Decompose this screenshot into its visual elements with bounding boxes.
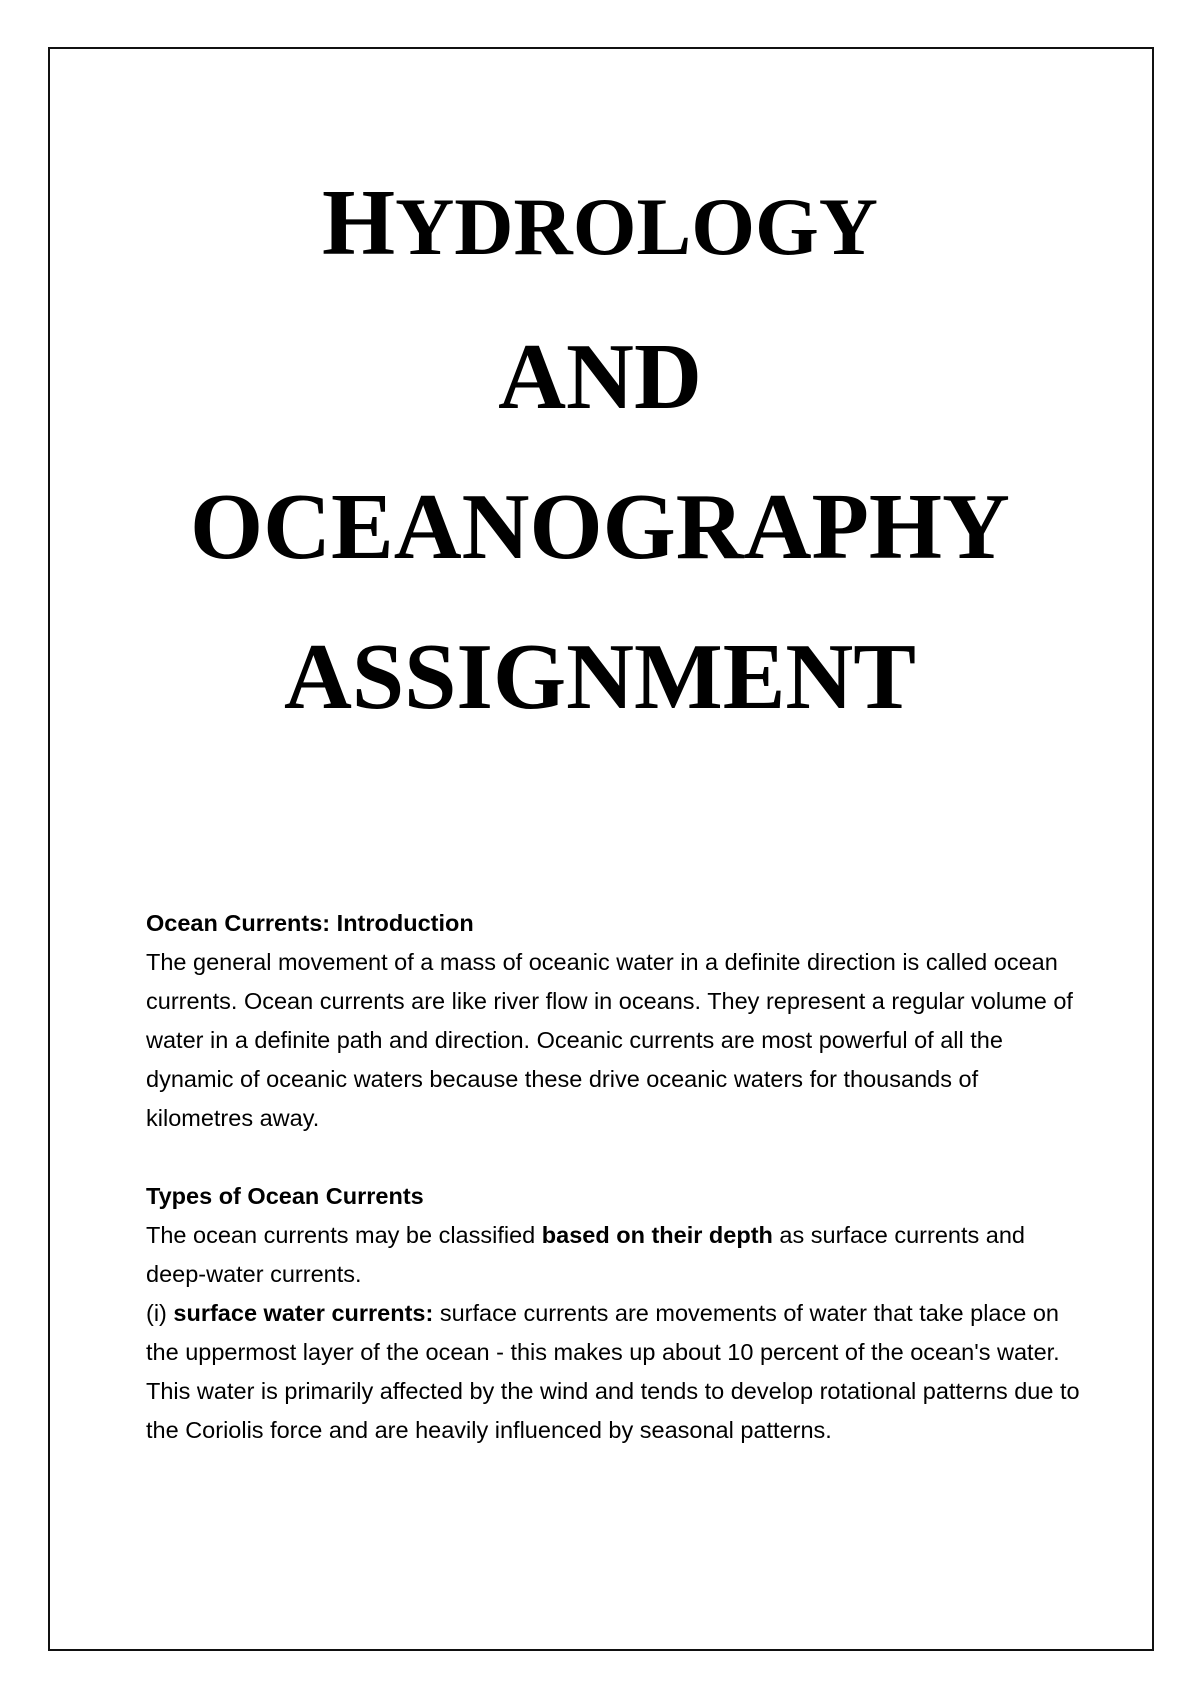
paragraph-gap: [146, 1138, 1086, 1177]
title-line-oceanography: OCEANOGRAPHY: [190, 475, 1010, 579]
surface-currents-text: surface currents are movements of water that take place on the uppermost layer of the ocean - this makes up about 10 percent of the ocean's water. This water is primarily affected by the wind and tends to develop rotational patterns due to the Coriolis force and are heavily influenced by seasonal patterns.: [146, 1300, 1080, 1443]
introduction-paragraph: The general movement of a mass of oceanic water in a definite direction is called ocean currents. Ocean currents are like river flow in oceans. They represent a regular volume of water in a definite path and direction. Oceanic currents are most powerful of all the dynamic of oceanic waters because these drive oceanic waters for thousands of kilometres away.: [146, 949, 1073, 1131]
types-intro-text: The ocean currents may be classified: [146, 1222, 542, 1248]
surface-currents-paragraph: [146, 1294, 1086, 1450]
title-line-hydrology: [0, 148, 1200, 302]
types-intro-paragraph: [146, 1216, 1086, 1294]
surface-currents-term: surface water currents:: [173, 1300, 434, 1326]
title-line-and: AND: [498, 325, 702, 429]
document-title: [0, 148, 1200, 752]
title-line-assignment: ASSIGNMENT: [283, 625, 917, 729]
title-initial: H: [321, 171, 396, 275]
list-marker: (i): [146, 1300, 174, 1326]
section-heading-types: Types of Ocean Currents: [146, 1183, 424, 1209]
types-intro-text-end: as surface currents and deep-water currents.: [146, 1222, 1025, 1287]
section-heading-introduction: Ocean Currents: Introduction: [146, 910, 474, 936]
title-rest: YDROLOGY: [395, 181, 879, 272]
types-intro-emphasis: based on their depth: [541, 1222, 773, 1248]
document-body: [146, 904, 1086, 1450]
